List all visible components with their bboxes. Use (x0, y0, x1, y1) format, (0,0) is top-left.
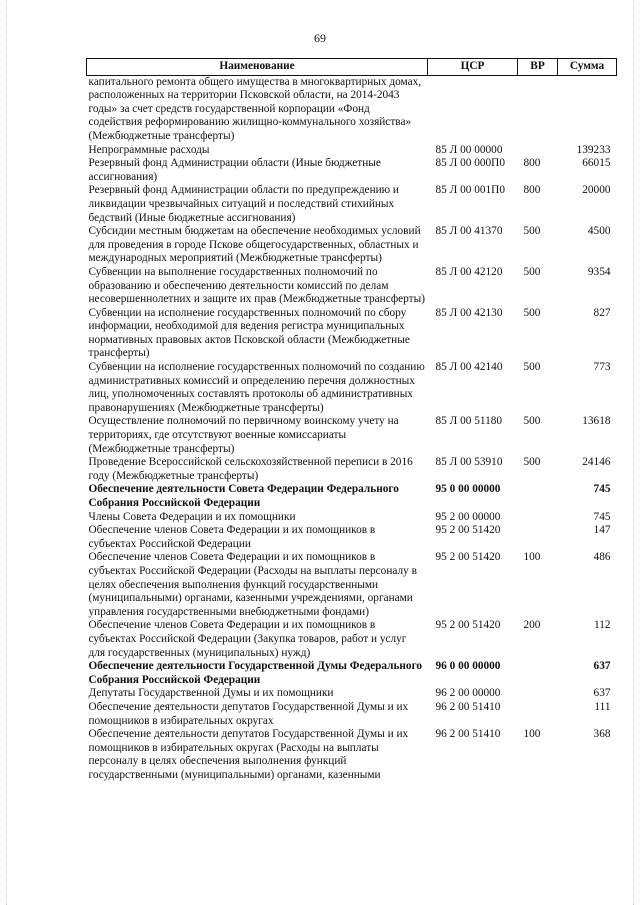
name-cell: Обеспечение деятельности Государственной Думы Федерального Собрания Российской Федерации (88, 660, 423, 686)
name-cell: Обеспечение деятельности депутатов Государственной Думы и их помощников в избирательных округах (88, 700, 409, 727)
table-row (87, 524, 617, 551)
csr-cell: 96 2 00 51410 (435, 728, 501, 741)
vr-cell: 500 (523, 306, 541, 319)
csr-cell: 85 Л 00 42140 (435, 361, 503, 374)
name-cell: капитального ремонта общего имущества в многоквартирных домах, расположенных на территории Псковской области, на 2014-2043 годы» за счет средств государственной корпорации «Фонд содействия реформированию жилищно-коммунального хозяйства» (Межбюджетные трансферты) (88, 75, 422, 142)
table-row (87, 225, 617, 266)
header-csr: ЦСР (428, 59, 518, 76)
sum-cell: 637 (593, 687, 611, 700)
csr-cell: 96 2 00 00000 (435, 687, 501, 700)
sum-cell: 13618 (582, 415, 611, 428)
sum-cell: 745 (593, 483, 611, 496)
table-row (87, 307, 617, 361)
name-cell: Обеспечение деятельности депутатов Государственной Думы и их помощников в избирательных округах (Расходы на выплаты персоналу в целях обеспечения выполнения функций государственными (муниципальными) органами, казенными (88, 728, 409, 781)
name-cell: Проведение Всероссийской сельскохозяйственной переписи в 2016 году (Межбюджетные трансферты) (88, 456, 413, 482)
csr-cell: 95 2 00 51420 (435, 619, 501, 632)
sum-cell: 745 (593, 510, 611, 523)
vr-cell (518, 687, 558, 701)
vr-cell (518, 144, 558, 158)
vr-cell: 500 (523, 456, 541, 469)
vr-cell (518, 660, 558, 687)
sum-cell: 20000 (582, 184, 611, 197)
csr-cell (428, 75, 518, 143)
table-row (87, 184, 617, 225)
table-row (87, 415, 617, 456)
csr-cell: 85 Л 00 51180 (435, 415, 503, 428)
header-sum: Сумма (558, 59, 617, 76)
name-cell: Резервный фонд Администрации области по предупреждению и ликвидации чрезвычайных ситуаций и последствий стихийных бедствий (Иные бюджетные ассигнования) (88, 184, 399, 224)
name-cell: Обеспечение членов Совета Федерации и их помощников в субъектах Российской Федерации (Расходы на выплаты персоналу в целях обеспечения выполнения функций государственными (муниципальными) органами, казенными учреждениями, органами управления государственными внебюджетными фондами) (88, 551, 417, 618)
header-name: Наименование (87, 59, 428, 76)
name-cell: Члены Совета Федерации и их помощники (88, 510, 296, 523)
table-row (87, 456, 617, 483)
budget-table (86, 58, 617, 782)
sum-cell: 637 (593, 660, 611, 673)
vr-cell: 800 (523, 157, 541, 170)
name-cell: Субвенции на исполнение государственных полномочий по сбору информации, необходимой для ведения регистра муниципальных нормативных правовых актов Псковской области (Межбюджетные трансферты) (88, 306, 410, 360)
sum-cell: 66015 (582, 157, 611, 170)
sum-cell: 4500 (587, 225, 611, 238)
csr-cell: 85 Л 00 42120 (435, 265, 503, 278)
table-row (87, 75, 617, 143)
sum-cell: 147 (593, 524, 611, 537)
vr-cell: 100 (523, 551, 541, 564)
table-row (87, 551, 617, 619)
table-row (87, 361, 617, 415)
name-cell: Обеспечение членов Совета Федерации и их помощников в субъектах Российской Федерации (88, 524, 376, 550)
vr-cell: 500 (523, 225, 541, 238)
table-body (87, 75, 617, 782)
sum-cell: 139233 (576, 143, 611, 156)
table-row (87, 728, 617, 782)
name-cell: Резервный фонд Администрации области (Иные бюджетные ассигнования) (88, 157, 381, 183)
sum-cell: 827 (593, 306, 611, 319)
table-row (87, 701, 617, 728)
csr-cell: 85 Л 00 53910 (435, 456, 503, 469)
scan-edge-left (6, 0, 7, 905)
sum-cell: 24146 (582, 456, 611, 469)
csr-cell: 95 2 00 00000 (435, 510, 501, 523)
table-row (87, 157, 617, 184)
table-row (87, 483, 617, 510)
sum-cell: 111 (594, 700, 611, 713)
table-row (87, 619, 617, 660)
csr-cell: 95 2 00 51420 (435, 524, 501, 537)
name-cell: Обеспечение членов Совета Федерации и их помощников в субъектах Российской Федерации (Закупка товаров, работ и услуг для государственных (муниципальных) нужд) (88, 619, 407, 659)
sum-cell: 112 (593, 619, 611, 632)
vr-cell: 200 (523, 619, 541, 632)
vr-cell (518, 75, 558, 143)
csr-cell: 85 Л 00 000П0 (435, 157, 505, 170)
csr-cell: 96 0 00 00000 (435, 660, 501, 673)
table-header-row (87, 59, 617, 76)
name-cell: Непрограммные расходы (88, 143, 210, 156)
name-cell: Обеспечение деятельности Совета Федерации Федерального Собрания Российской Федерации (88, 483, 399, 509)
csr-cell: 96 2 00 51410 (435, 700, 501, 713)
vr-cell (518, 483, 558, 510)
table-row (87, 660, 617, 687)
vr-cell: 100 (523, 728, 541, 741)
vr-cell: 500 (523, 361, 541, 374)
name-cell: Субсидии местным бюджетам на обеспечение необходимых условий для проведения в городе Пскове общегосударственных, областных и международных мероприятий (Межбюджетные трансферты) (88, 225, 421, 265)
name-cell: Субвенции на выполнение государственных полномочий по образованию и обеспечению деятельности комиссий по делам несовершеннолетних и защите их прав (Межбюджетные трансферты) (88, 265, 425, 306)
vr-cell (518, 701, 558, 728)
scan-edge-right (633, 0, 634, 905)
sum-cell: 9354 (587, 265, 611, 278)
name-cell: Осуществление полномочий по первичному воинскому учету на территориях, где отсутствуют военные комиссариаты (Межбюджетные трансферты) (88, 415, 399, 455)
vr-cell: 800 (523, 184, 541, 197)
sum-cell: 368 (593, 728, 611, 741)
name-cell: Депутаты Государственной Думы и их помощники (88, 687, 334, 700)
csr-cell: 85 Л 00 001П0 (435, 184, 505, 197)
sum-cell: 773 (593, 361, 611, 374)
csr-cell: 95 2 00 51420 (435, 551, 501, 564)
table-row (87, 144, 617, 158)
csr-cell: 95 0 00 00000 (435, 483, 501, 496)
header-vr: ВР (518, 59, 558, 76)
csr-cell: 85 Л 00 00000 (435, 143, 503, 156)
sum-cell: 486 (593, 551, 611, 564)
table-row (87, 687, 617, 701)
vr-cell: 500 (523, 415, 541, 428)
table-row (87, 266, 617, 307)
table-row (87, 511, 617, 525)
name-cell: Субвенции на исполнение государственных полномочий по созданию административных комиссий и определению перечня должностных лиц, уполномоченных составлять протоколы об административных правонарушениях (Межбюджетные трансферты) (88, 361, 425, 414)
vr-cell (518, 511, 558, 525)
csr-cell: 85 Л 00 42130 (435, 306, 503, 319)
vr-cell: 500 (523, 265, 541, 278)
page-number: 69 (314, 31, 326, 45)
vr-cell (518, 524, 558, 551)
csr-cell: 85 Л 00 41370 (435, 225, 503, 238)
sum-cell (558, 75, 617, 143)
